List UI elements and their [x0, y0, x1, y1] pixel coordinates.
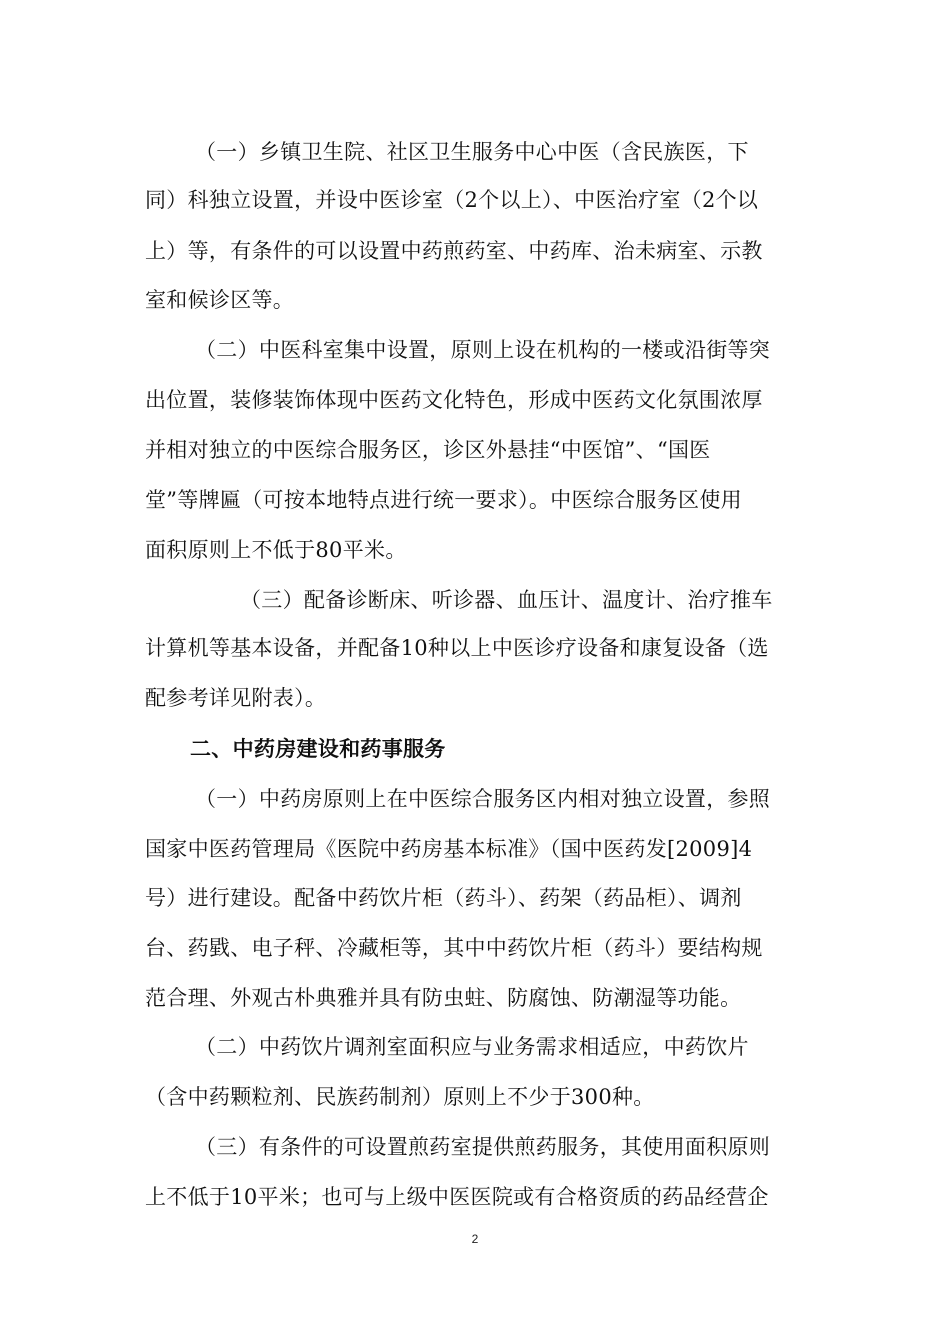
- para-2-line-2: 出位置，装修装饰体现中医药文化特色，形成中医药文化氛围浓厚: [145, 388, 763, 412]
- para-4-line-1: （一）中药房原则上在中医综合服务区内相对独立设置，参照: [195, 787, 771, 811]
- para-5-line-1: （二）中药饮片调剂室面积应与业务需求相适应，中药饮片: [195, 1035, 749, 1059]
- page-number: 2: [471, 1232, 479, 1246]
- para-4-line-2: 国家中医药管理局《医院中药房基本标准》（国中医药发[2009]4: [145, 837, 753, 861]
- para-1-line-1: （一）乡镇卫生院、社区卫生服务中心中医（含民族医，下: [195, 140, 749, 164]
- section-heading: 二、中药房建设和药事服务: [190, 737, 446, 761]
- para-3-line-1: （三）配备诊断床、听诊器、血压计、温度计、治疗推车: [240, 588, 773, 612]
- para-2-line-4: 堂”等牌匾（可按本地特点进行统一要求）。中医综合服务区使用: [145, 488, 742, 512]
- para-1-line-4: 室和候诊区等。: [145, 288, 295, 312]
- para-5-line-2: （含中药颗粒剂、民族药制剂）原则上不少于300种。: [145, 1085, 655, 1109]
- para-2-line-5: 面积原则上不低于80平米。: [145, 538, 407, 562]
- para-4-line-5: 范合理、外观古朴典雅并具有防虫蛀、防腐蚀、防潮湿等功能。: [145, 986, 742, 1010]
- para-4-line-3: 号）进行建设。配备中药饮片柜（药斗）、药架（药品柜）、调剂: [145, 886, 742, 910]
- para-3-line-3: 配参考详见附表）。: [145, 686, 327, 710]
- para-3-line-2: 计算机等基本设备，并配备10种以上中医诊疗设备和康复设备（选: [145, 636, 769, 660]
- para-2-line-1: （二）中医科室集中设置，原则上设在机构的一楼或沿街等突: [195, 338, 771, 362]
- para-2-line-3: 并相对独立的中医综合服务区，诊区外悬挂“中医馆”、“国医: [145, 438, 711, 462]
- para-1-line-2: 同）科独立设置，并设中医诊室（2个以上）、中医治疗室（2个以: [145, 188, 759, 212]
- para-1-line-3: 上）等，有条件的可以设置中药煎药室、中药库、治未病室、示教: [145, 239, 763, 263]
- para-6-line-1: （三）有条件的可设置煎药室提供煎药服务，其使用面积原则: [195, 1135, 771, 1159]
- para-4-line-4: 台、药戥、电子秤、冷藏柜等，其中中药饮片柜（药斗）要结构规: [145, 936, 763, 960]
- para-6-line-2: 上不低于10平米；也可与上级中医医院或有合格资质的药品经营企: [145, 1185, 769, 1209]
